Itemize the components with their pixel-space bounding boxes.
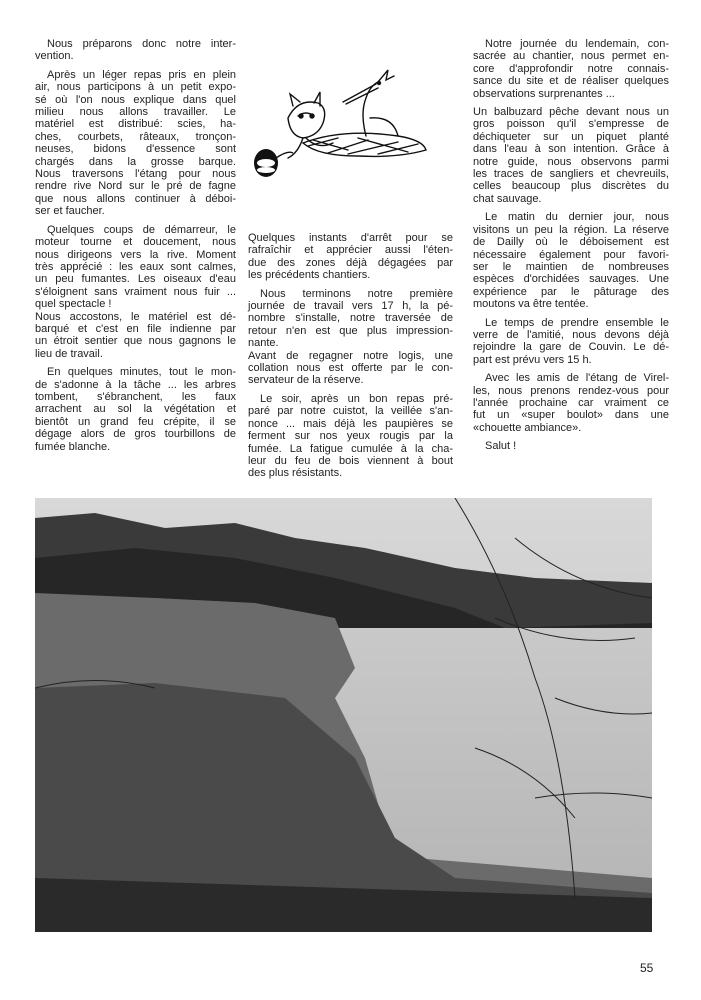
text-line: expérience par le pâturage des <box>473 285 669 298</box>
text-line: ferment sur nos yeux rougis par la <box>248 430 453 443</box>
text-line: air, nous participons à un petit expo- <box>35 81 236 94</box>
paragraph <box>35 224 236 311</box>
text-line: Nous traversons l'étang pour nous <box>35 168 236 181</box>
text-line: notre guide, nous observons parmi <box>473 155 669 168</box>
text-line: des plus résistants. <box>248 467 343 480</box>
text-line: fut un «super boulot» dans une <box>473 409 669 422</box>
text-line: Nous terminons notre première <box>260 287 453 300</box>
paragraph <box>35 38 236 63</box>
text-column-right <box>473 38 669 453</box>
text-line: gros poisson qu'il s'empresse de <box>473 118 669 131</box>
text-line: Avant de regagner notre logis, une <box>248 349 453 362</box>
text-line: bientôt un grand feu crépite, il se <box>35 415 236 428</box>
text-line: Après un léger repas pris en plein <box>47 68 236 81</box>
text-line: leur du feu de bois viennent à bout <box>248 454 453 467</box>
text-column-middle <box>248 232 453 480</box>
text-line: un étroit sentier que nous gagnons le <box>35 335 236 348</box>
paragraph <box>248 350 453 387</box>
text-line: En quelques minutes, tout le mon- <box>47 366 236 379</box>
text-line: s'éloignent sans vraiment nous fuir ... <box>35 285 236 298</box>
text-line: arrachent au sol la végétation et <box>35 403 236 416</box>
page-number: 55 <box>640 961 654 975</box>
text-line: chargés dans la grosse barque. <box>35 155 236 168</box>
paragraph <box>35 366 236 453</box>
text-line: celles beaucoup plus discrètes du <box>473 180 669 193</box>
text-line: de s'adonne à la tâche ... les arbres <box>35 378 236 391</box>
text-line: moutons va être tentée. <box>473 298 589 311</box>
paragraph <box>248 232 453 282</box>
text-line: core d'approfondir notre connais- <box>473 62 669 75</box>
text-line: ches, courbets, râteaux, tronçon- <box>35 130 236 143</box>
text-line: Un balbuzard pêche devant nous un <box>473 106 669 119</box>
text-line: Le soir, après un bon repas pré- <box>260 392 453 405</box>
text-line: neuses, bidons d'essence sont <box>35 143 236 156</box>
text-line: ser et faucher. <box>35 205 105 218</box>
text-line: de Dailly où le déboisement est <box>473 236 669 249</box>
text-line: que nous allons continuer à déboi- <box>35 192 236 205</box>
text-line: nous dirigeons vers la rive. Moment <box>35 248 236 261</box>
text-line: sance du site et de réaliser quelques <box>473 75 669 88</box>
text-line: Salut ! <box>485 440 517 453</box>
pond-photograph <box>35 498 652 932</box>
text-line: «chouette ambiance». <box>473 421 582 434</box>
text-line: journée de travail vers 17 h, la pé- <box>248 300 453 313</box>
text-line: Notre journée du lendemain, con- <box>485 38 669 50</box>
text-line: nante. <box>248 337 279 350</box>
text-line: rendre rive Nord sur le pré de fagne <box>35 180 236 193</box>
text-line: rafraîchir et apprécier aussi l'éten- <box>248 244 453 257</box>
text-column-left <box>35 38 236 453</box>
text-line: part est prévu vers 15 h. <box>473 353 592 366</box>
text-line: rejoindre la gare de Couvin. Le dé- <box>473 341 669 354</box>
text-line: Le temps de prendre ensemble le <box>485 316 669 329</box>
text-line: observations surprenantes ... <box>473 87 615 100</box>
text-line: sé où l'on nous explique dans quel <box>35 93 236 106</box>
text-line: verre de l'amitié, nous devons déjà <box>473 328 669 341</box>
text-line: quel spectacle ! <box>35 298 112 311</box>
paragraph <box>473 317 669 367</box>
paragraph <box>473 106 669 205</box>
text-line: servateur de la réserve. <box>248 374 364 387</box>
text-line: vention. <box>35 50 74 63</box>
text-line: Quelques instants d'arrêt pour se <box>248 232 453 244</box>
text-line: due des zones déjà dégagées par <box>248 256 453 269</box>
text-line: tombent, s'ébranchent, les faux <box>35 390 236 403</box>
text-line: les précédents chantiers. <box>248 269 371 282</box>
paragraph <box>473 440 669 452</box>
text-line: collation nous est offerte par le con- <box>248 362 453 375</box>
paragraph <box>248 393 453 480</box>
text-line: sacrée au chantier, nous permet en- <box>473 50 669 63</box>
text-line: fumée blanche. <box>35 440 111 453</box>
text-line: les, nous prenons rendez-vous pour <box>473 384 669 397</box>
text-line: Nous accostons, le matériel est dé- <box>35 310 236 323</box>
text-line: dans l'eau à son intention. Grâce à <box>473 143 669 156</box>
text-line: espèces d'orchidées sauvages. Une <box>473 273 669 286</box>
paragraph <box>473 38 669 100</box>
text-line: nombre s'installe, notre traversée de <box>248 312 453 325</box>
text-line: les traces de sangliers et chevreuils, <box>473 168 669 181</box>
text-line: visitons un peu la région. La réserve <box>473 223 669 236</box>
paragraph <box>35 69 236 218</box>
paragraph <box>473 372 669 434</box>
text-line: paré par notre cuistot, la veillée s'an- <box>248 405 453 418</box>
text-line: fumée. La fatigue cumulée à la cha- <box>248 442 453 455</box>
text-line: nécessaire également pour favori- <box>473 248 669 261</box>
text-line: Avec les amis de l'étang de Virel- <box>485 372 669 385</box>
text-line: déchiqueter sur un piquet planté <box>473 130 669 143</box>
text-line: barqué et c'est en file indienne par <box>35 322 236 335</box>
text-line: un peu fumantes. Les oiseaux d'eau <box>35 273 236 286</box>
text-line: matériel est distribué: scies, ha- <box>35 118 236 131</box>
text-line: très apprécié : les eaux sont calmes, <box>35 260 236 273</box>
text-line: retour n'en est que plus impression- <box>248 324 453 337</box>
text-line: dégage alors de gros tourbillons de <box>35 428 236 441</box>
paragraph <box>248 288 453 350</box>
text-line: Nous préparons donc notre inter- <box>47 38 236 50</box>
paragraph <box>473 211 669 310</box>
text-line: moteur tourne et doucement, nous <box>35 236 236 249</box>
text-line: milieu nous allons travailler. Le <box>35 106 236 119</box>
text-line: l'année prochaine car vraiment ce <box>473 396 669 409</box>
text-line: Le matin du dernier jour, nous <box>485 211 669 224</box>
text-line: ser le maintien de nombreuses <box>473 260 669 273</box>
text-line: nonce ... mais déjà les paupières se <box>248 417 453 430</box>
text-line: chat sauvage. <box>473 192 542 205</box>
text-line: lieu de travail. <box>35 347 103 360</box>
text-line: Quelques coups de démarreur, le <box>47 223 236 236</box>
paragraph <box>35 311 236 361</box>
cartoon-illustration <box>248 58 433 188</box>
